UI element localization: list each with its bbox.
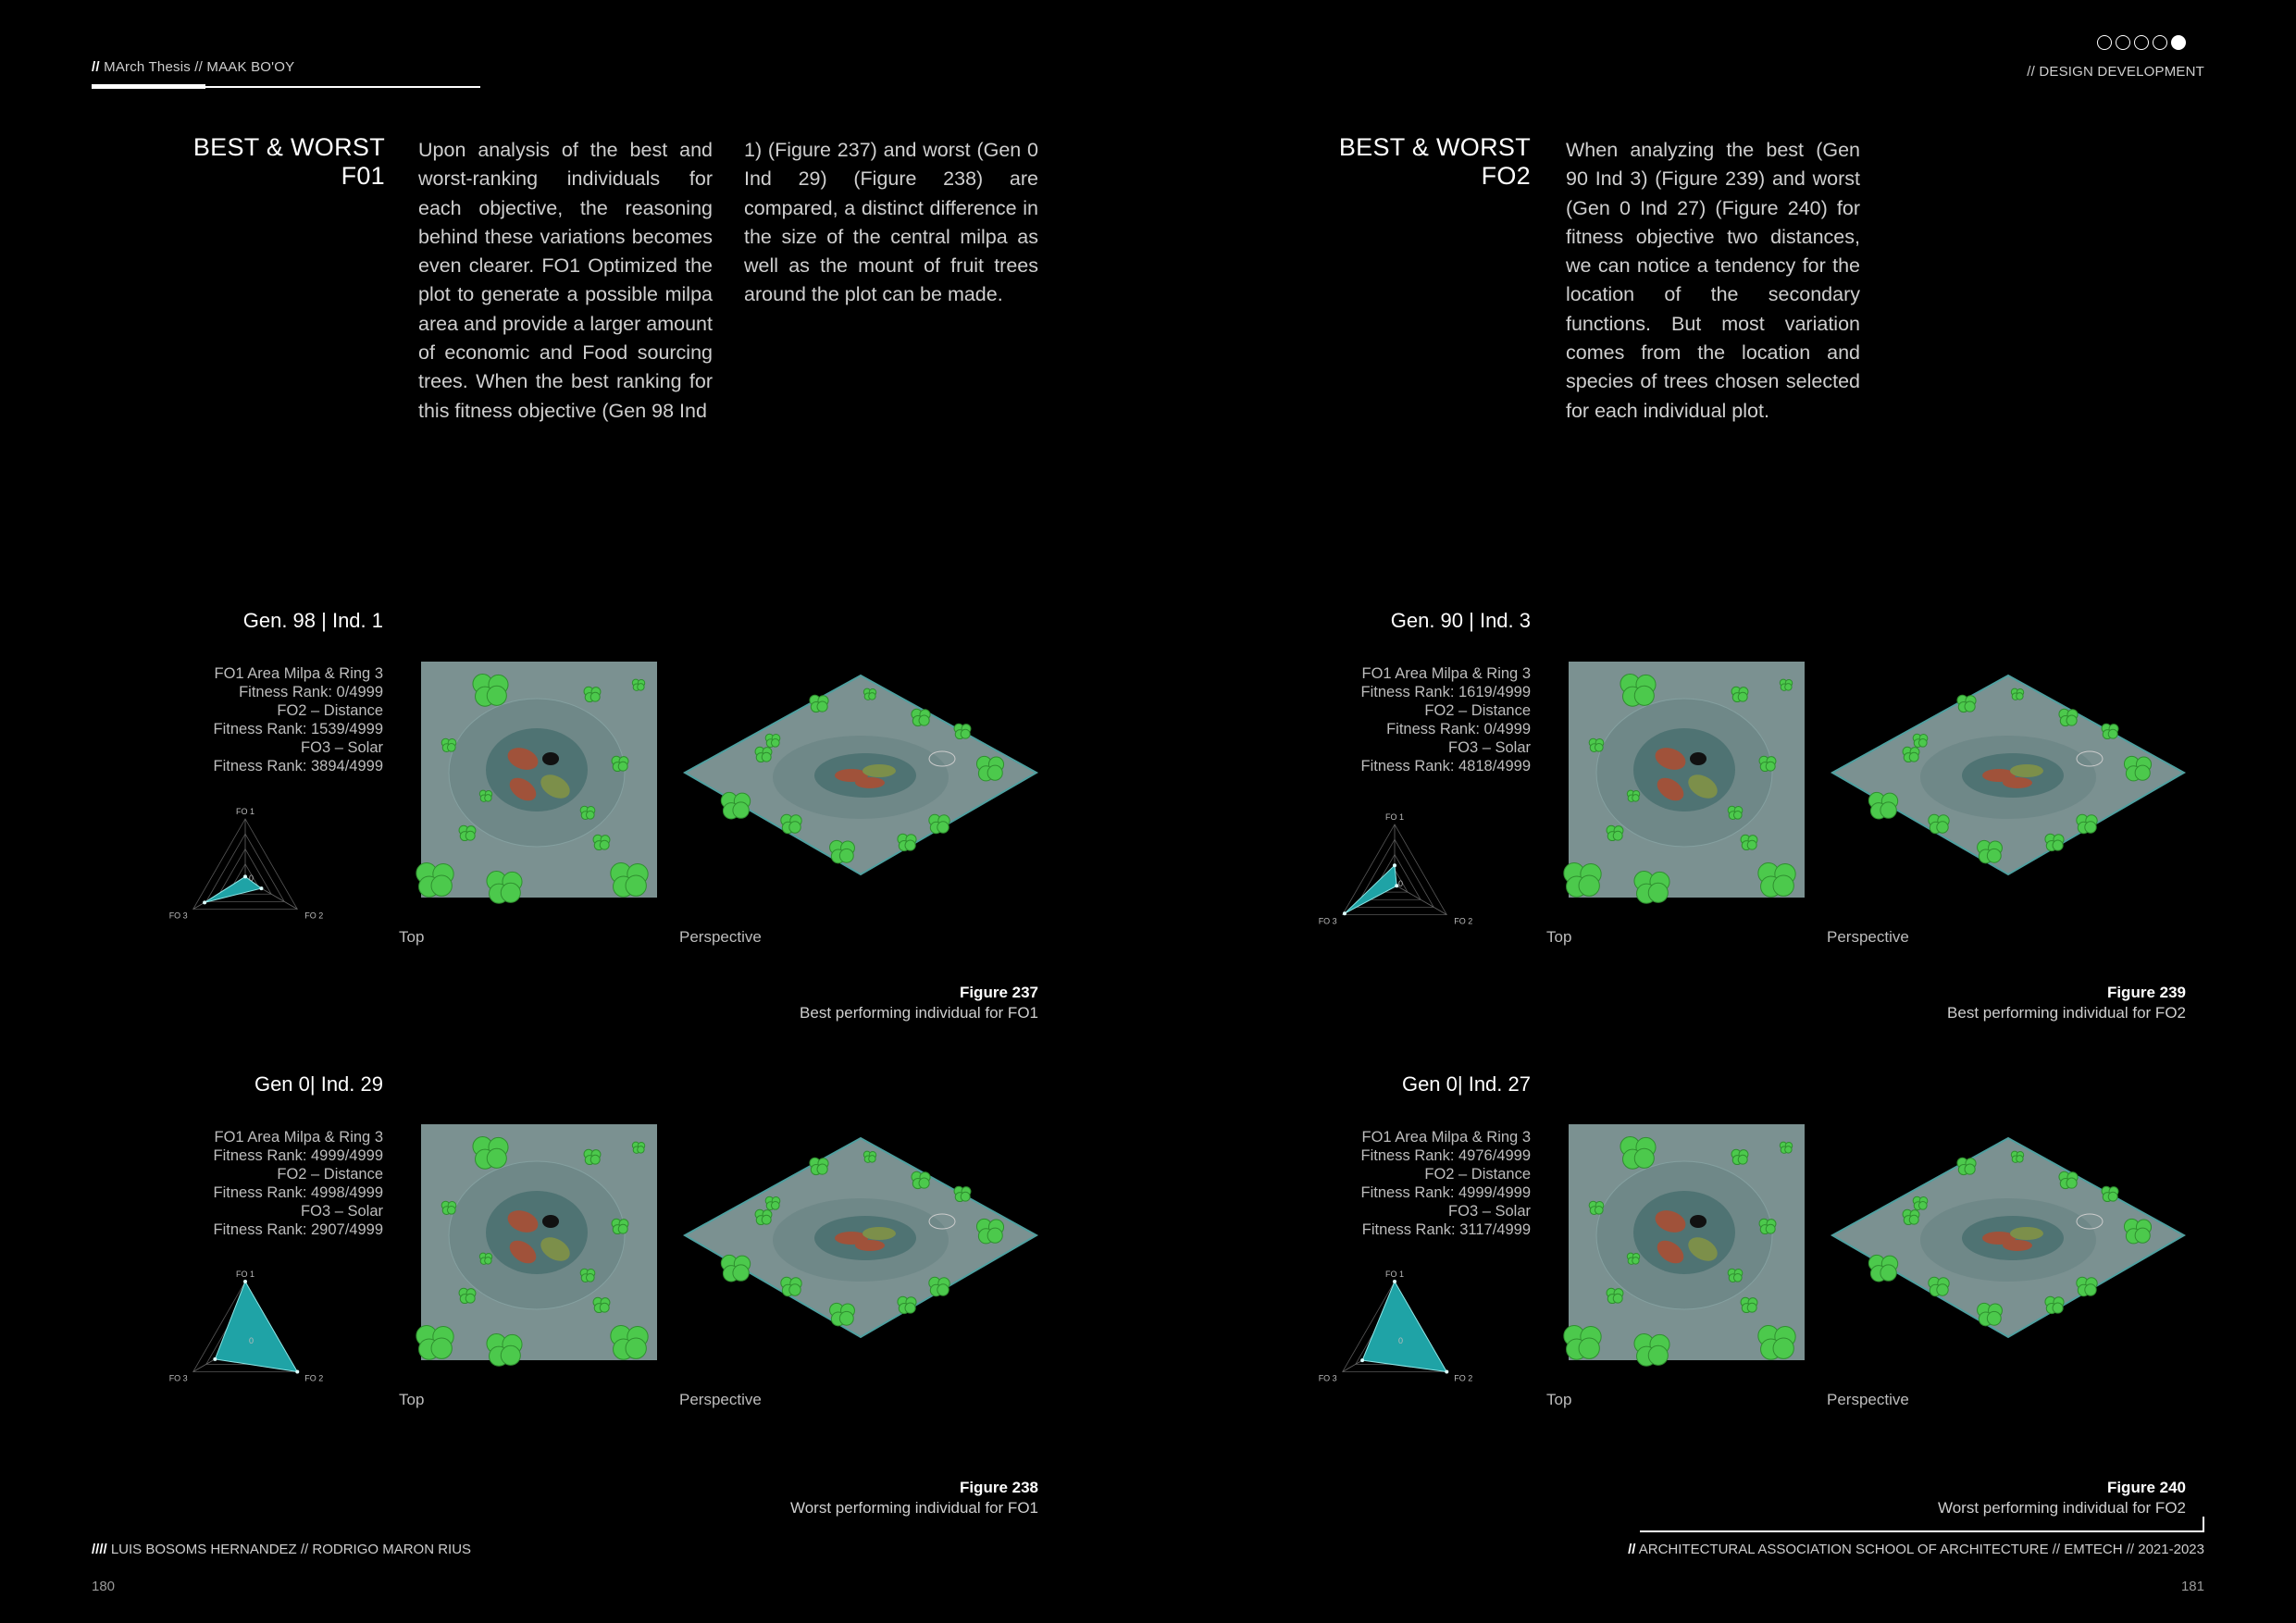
plot-top-view xyxy=(398,657,657,907)
tree-icon xyxy=(2059,709,2078,725)
figure-number: Figure 240 xyxy=(2106,1479,2186,1496)
tree-icon xyxy=(1758,1326,1795,1360)
crop-bed xyxy=(863,1227,896,1240)
pond xyxy=(1690,1215,1706,1228)
tree-icon xyxy=(1627,790,1639,801)
top-view-label: Top xyxy=(1546,928,1572,946)
radar-chart xyxy=(1307,811,1483,949)
plot-top-view xyxy=(1545,1120,1805,1369)
tree-icon xyxy=(416,1326,453,1360)
perspective-view-label: Perspective xyxy=(1827,928,1909,946)
radar-axis-label: FO 2 xyxy=(304,1373,324,1383)
progress-dot-active xyxy=(2171,35,2186,50)
tree-icon xyxy=(830,840,855,862)
tree-icon xyxy=(459,1288,476,1303)
radar-value-area xyxy=(1362,1282,1446,1372)
crop-bed xyxy=(2003,777,2032,788)
fitness-stats: FO1 Area Milpa & Ring 3 Fitness Rank: 4976/4999 FO2 – Distance Fitness Rank: 4999/4999 FO3 – Solar Fitness Rank: 3117/4999 xyxy=(1360,1129,1531,1238)
tree-icon xyxy=(810,1158,828,1174)
tree-icon xyxy=(612,756,628,771)
tree-icon xyxy=(1903,1209,1919,1224)
tree-icon xyxy=(580,806,595,819)
tree-icon xyxy=(810,695,828,712)
tree-icon xyxy=(1589,1201,1604,1214)
left-section-title: BEST & WORST F01 xyxy=(192,133,385,190)
tree-icon xyxy=(1741,835,1757,849)
tree-icon xyxy=(1957,1158,1976,1174)
radar-chart xyxy=(157,805,333,944)
footer-rule-tick xyxy=(2203,1517,2204,1532)
left-body-column-1: Upon analysis of the best and worst-ranking individuals for each objective, the reasoning behind these variations becomes even clearer. FO1 Optimized the plot to generate a possible milpa area and provide a larger amount of economic and Food sourcing trees. When the best ranking for this fitness objective (Gen 98 Ind xyxy=(418,139,713,422)
milpa-area xyxy=(486,1191,588,1274)
tree-icon xyxy=(976,1219,1003,1244)
pond xyxy=(1690,752,1706,765)
tree-icon xyxy=(1929,1277,1949,1295)
tree-icon xyxy=(721,792,750,819)
tree-icon xyxy=(441,738,456,751)
radar-value-area xyxy=(1345,865,1396,913)
tree-icon xyxy=(863,688,875,700)
figure-caption: Worst performing individual for FO1 xyxy=(789,1499,1038,1517)
radar-value-point xyxy=(1393,863,1396,867)
tree-icon xyxy=(611,1326,648,1360)
radar-value-point xyxy=(243,874,247,878)
footer-left-authors: //// LUIS BOSOMS HERNANDEZ // RODRIGO MARON RIUS xyxy=(92,1542,472,1557)
tree-icon xyxy=(1759,756,1776,771)
top-view-label: Top xyxy=(1546,1391,1572,1408)
tree-icon xyxy=(1978,1303,2003,1325)
progress-dot xyxy=(2153,35,2167,50)
tree-icon xyxy=(1868,792,1897,819)
tree-icon xyxy=(632,679,644,690)
perspective-view-label: Perspective xyxy=(679,1391,762,1408)
fitness-stats: FO1 Area Milpa & Ring 3 Fitness Rank: 4999/4999 FO2 – Distance Fitness Rank: 4998/4999 FO3 – Solar Fitness Rank: 2907/4999 xyxy=(213,1129,383,1238)
milpa-area xyxy=(486,728,588,812)
tree-icon xyxy=(1957,695,1976,712)
radar-value-point xyxy=(213,1357,217,1361)
crop-bed xyxy=(863,764,896,777)
tree-icon xyxy=(2102,1186,2118,1201)
tree-icon xyxy=(441,1201,456,1214)
tree-icon xyxy=(1903,747,1919,762)
tree-icon xyxy=(584,687,601,701)
radar-center-label: 0 xyxy=(249,1336,254,1345)
radar-axis-label: FO 1 xyxy=(1384,1270,1405,1279)
tree-icon xyxy=(781,814,801,833)
header-left xyxy=(92,59,294,75)
figure-number: Figure 238 xyxy=(959,1479,1038,1496)
tree-icon xyxy=(765,734,780,747)
tree-icon xyxy=(2077,1277,2097,1295)
radar-axis-label: FO 2 xyxy=(1454,1373,1473,1383)
page-number-left: 180 xyxy=(92,1579,116,1594)
tree-icon xyxy=(1868,1255,1897,1282)
radar-axis-label: FO 1 xyxy=(1384,812,1405,822)
tree-icon xyxy=(755,747,772,762)
tree-icon xyxy=(898,834,916,850)
tree-icon xyxy=(1741,1297,1757,1312)
radar-value-point xyxy=(259,886,263,890)
tree-icon xyxy=(2124,1219,2151,1244)
tree-icon xyxy=(863,1151,875,1162)
pond xyxy=(542,752,559,765)
tree-icon xyxy=(2059,1171,2078,1188)
tree-icon xyxy=(954,724,971,738)
radar-axis-label: FO 2 xyxy=(1454,916,1473,926)
tree-icon xyxy=(1728,1269,1743,1282)
tree-icon xyxy=(2124,756,2151,781)
radar-chart xyxy=(1307,1268,1483,1406)
generation-label: Gen. 90 | Ind. 3 xyxy=(1390,609,1531,632)
figure-number: Figure 237 xyxy=(959,984,1038,1001)
tree-icon xyxy=(1978,840,2003,862)
right-section-title: BEST & WORST FO2 xyxy=(1338,133,1531,190)
tree-icon xyxy=(1913,1196,1928,1209)
fitness-stats: FO1 Area Milpa & Ring 3 Fitness Rank: 0/4999 FO2 – Distance Fitness Rank: 1539/4999 FO3 – Solar Fitness Rank: 3894/4999 xyxy=(213,665,383,774)
radar-axis-label: FO 3 xyxy=(168,911,188,921)
plot-perspective-view xyxy=(1828,666,2189,888)
perspective-view-label: Perspective xyxy=(1827,1391,1909,1408)
tree-icon xyxy=(2045,834,2064,850)
tree-icon xyxy=(1634,872,1669,904)
tree-icon xyxy=(473,1137,508,1170)
plot-top-view xyxy=(398,1120,657,1369)
radar-axis-label: FO 3 xyxy=(168,1373,188,1383)
tree-icon xyxy=(781,1277,801,1295)
tree-icon xyxy=(929,814,949,833)
header-prefix: // xyxy=(92,59,100,75)
tree-icon xyxy=(1780,679,1792,690)
top-view-label: Top xyxy=(399,1391,425,1408)
plot-perspective-view xyxy=(680,666,1041,888)
tree-icon xyxy=(1627,1253,1639,1264)
milpa-area xyxy=(1633,728,1735,812)
radar-value-point xyxy=(203,900,206,904)
radar-value-point xyxy=(1343,911,1347,915)
radar-axis-label: FO 1 xyxy=(235,1270,255,1279)
tree-icon xyxy=(2011,1151,2023,1162)
header-thesis-title: MArch Thesis // MAAK BO'OY xyxy=(104,59,295,75)
radar-axis-label: FO 2 xyxy=(304,911,324,921)
tree-icon xyxy=(2011,688,2023,700)
tree-icon xyxy=(612,1219,628,1233)
tree-icon xyxy=(929,1277,949,1295)
tree-icon xyxy=(416,863,453,898)
radar-value-point xyxy=(243,1280,247,1283)
radar-center-label: 0 xyxy=(1398,1336,1404,1345)
tree-icon xyxy=(580,1269,595,1282)
tree-icon xyxy=(473,675,508,707)
tree-icon xyxy=(1913,734,1928,747)
generation-label: Gen 0| Ind. 29 xyxy=(254,1072,383,1096)
crop-bed xyxy=(2010,1227,2043,1240)
tree-icon xyxy=(755,1209,772,1224)
tree-icon xyxy=(2102,724,2118,738)
progress-dot xyxy=(2134,35,2149,50)
plot-perspective-view xyxy=(680,1129,1041,1351)
fitness-stats: FO1 Area Milpa & Ring 3 Fitness Rank: 1619/4999 FO2 – Distance Fitness Rank: 0/4999 FO3 – Solar Fitness Rank: 4818/4999 xyxy=(1360,665,1531,774)
tree-icon xyxy=(1728,806,1743,819)
generation-label: Gen. 98 | Ind. 1 xyxy=(242,609,383,632)
tree-icon xyxy=(611,863,648,898)
tree-icon xyxy=(632,1142,644,1153)
radar-axis-label: FO 3 xyxy=(1318,1373,1337,1383)
tree-icon xyxy=(479,790,491,801)
progress-dots xyxy=(2097,35,2186,50)
tree-icon xyxy=(1780,1142,1792,1153)
tree-icon xyxy=(2077,814,2097,833)
tree-icon xyxy=(830,1303,855,1325)
tree-icon xyxy=(1564,863,1601,898)
progress-dot xyxy=(2097,35,2112,50)
tree-icon xyxy=(1589,738,1604,751)
plot-top-view xyxy=(1545,657,1805,907)
pond xyxy=(542,1215,559,1228)
tree-icon xyxy=(1564,1326,1601,1360)
radar-axis-label: FO 1 xyxy=(235,807,255,816)
tree-icon xyxy=(459,825,476,840)
tree-icon xyxy=(898,1296,916,1313)
tree-icon xyxy=(1758,863,1795,898)
radar-value-area xyxy=(215,1282,297,1372)
figure-caption: Best performing individual for FO2 xyxy=(1947,1004,2186,1022)
radar-value-point xyxy=(1360,1358,1364,1362)
tree-icon xyxy=(912,709,930,725)
perspective-view-label: Perspective xyxy=(679,928,762,946)
tree-icon xyxy=(1731,1149,1748,1164)
tree-icon xyxy=(765,1196,780,1209)
crop-bed xyxy=(855,777,885,788)
tree-icon xyxy=(1620,1137,1656,1170)
crop-bed xyxy=(855,1240,885,1251)
footer-rule xyxy=(1640,1530,2204,1532)
figure-caption: Best performing individual for FO1 xyxy=(800,1004,1038,1022)
tree-icon xyxy=(721,1255,750,1282)
footer-right-institution: // ARCHITECTURAL ASSOCIATION SCHOOL OF ARCHITECTURE // EMTECH // 2021-2023 xyxy=(1628,1542,2204,1557)
plot-perspective-view xyxy=(1828,1129,2189,1351)
tree-icon xyxy=(2045,1296,2064,1313)
tree-icon xyxy=(479,1253,491,1264)
tree-icon xyxy=(1607,825,1623,840)
radar-value-point xyxy=(1393,1280,1396,1283)
tree-icon xyxy=(976,756,1003,781)
tree-icon xyxy=(593,835,610,849)
page-number-right: 181 xyxy=(2180,1579,2204,1594)
header-right-section: // DESIGN DEVELOPMENT xyxy=(2027,64,2204,80)
radar-value-point xyxy=(295,1370,299,1374)
radar-center-label: 0 xyxy=(249,873,254,883)
tree-icon xyxy=(584,1149,601,1164)
tree-icon xyxy=(487,872,522,904)
tree-icon xyxy=(1759,1219,1776,1233)
crop-bed xyxy=(2010,764,2043,777)
tree-icon xyxy=(912,1171,930,1188)
tree-icon xyxy=(1620,675,1656,707)
top-view-label: Top xyxy=(399,928,425,946)
tree-icon xyxy=(487,1334,522,1367)
radar-center-label: 0 xyxy=(1398,879,1404,888)
header-rule-highlight xyxy=(92,84,205,89)
tree-icon xyxy=(1607,1288,1623,1303)
milpa-area xyxy=(1633,1191,1735,1274)
figure-caption: Worst performing individual for FO2 xyxy=(1937,1499,2186,1517)
tree-icon xyxy=(593,1297,610,1312)
tree-icon xyxy=(954,1186,971,1201)
progress-dot xyxy=(2116,35,2130,50)
radar-chart xyxy=(157,1268,333,1406)
tree-icon xyxy=(1929,814,1949,833)
generation-label: Gen 0| Ind. 27 xyxy=(1401,1072,1531,1096)
radar-value-point xyxy=(1445,1370,1448,1374)
left-body-column-2: 1) (Figure 237) and worst (Gen 0 Ind 29) (Figure 238) are compared, a distinct difference in the size of the central milpa as well as the mount of fruit trees around the plot can be made. xyxy=(744,139,1038,306)
tree-icon xyxy=(1731,687,1748,701)
right-body-column-1: When analyzing the best (Gen 90 Ind 3) (Figure 239) and worst (Gen 0 Ind 27) (Figure 240) for fitness objective two distances, we can notice a tendency for the location of the secondary functions. But most variation comes from the location and species of trees chosen selected for each individual plot. xyxy=(1566,139,1860,422)
tree-icon xyxy=(1634,1334,1669,1367)
figure-number: Figure 239 xyxy=(2106,984,2186,1001)
radar-axis-label: FO 3 xyxy=(1318,916,1337,926)
crop-bed xyxy=(2003,1240,2032,1251)
